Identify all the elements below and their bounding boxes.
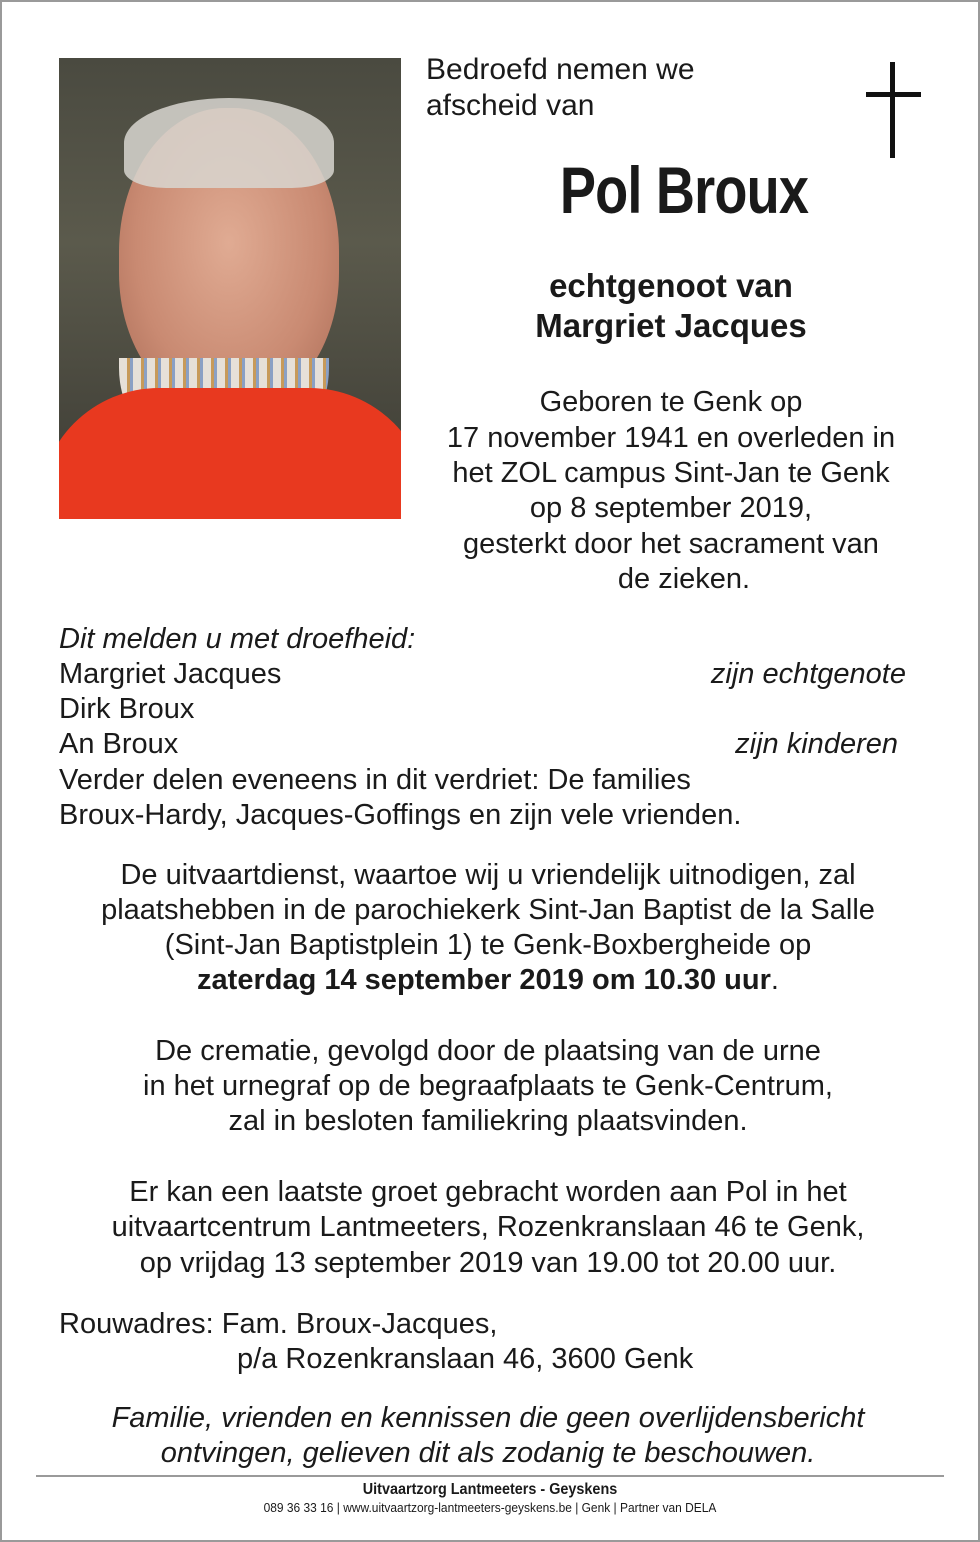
address-line: Rouwadres: Fam. Broux-Jacques, (59, 1308, 498, 1340)
service-date: zaterdag 14 september 2019 om 10.30 uur (197, 964, 771, 996)
cross-icon-bar (866, 92, 921, 97)
footer-contact: 089 36 33 16 | www.uitvaartzorg-lantmeeters-geyskens.be | Genk | Partner van DELA (263, 1500, 717, 1515)
portrait-photo (59, 58, 401, 519)
closing-line: Familie, vrienden en kennissen die geen overlijdensbericht (111, 1402, 865, 1434)
service-date-end: . (770, 964, 779, 996)
divider (36, 1475, 944, 1477)
spouse-name: Margriet Jacques (535, 307, 807, 344)
birth-line: op 8 september 2019, (529, 492, 813, 524)
intro-line: Bedroefd nemen we (426, 53, 695, 86)
cremation-line: in het urnegraf op de begraafplaats te Genk-Centrum, (143, 1070, 833, 1102)
family-member: Margriet Jacques (59, 658, 282, 690)
birth-line: gesterkt door het sacrament van (463, 528, 879, 560)
intro-line: afscheid van (426, 89, 595, 122)
cremation-line: De crematie, gevolgd door de plaatsing van de urne (155, 1035, 821, 1067)
service-date-line (197, 962, 779, 998)
farewell-line: op vrijdag 13 september 2019 van 19.00 tot 20.00 uur. (139, 1247, 837, 1279)
family-member: Dirk Broux (59, 693, 195, 725)
family-extra: Broux-Hardy, Jacques-Goffings en zijn vele vrienden. (59, 799, 742, 831)
service-line: De uitvaartdienst, waartoe wij u vriendelijk uitnodigen, zal (120, 859, 856, 891)
relation-label: zijn echtgenote (710, 658, 906, 690)
footer-company: Uitvaartzorg Lantmeeters - Geyskens (362, 1481, 618, 1498)
cross-icon (890, 62, 895, 158)
address-line: p/a Rozenkranslaan 46, 3600 Genk (237, 1343, 694, 1375)
spouse-line: echtgenoot van (549, 267, 793, 304)
farewell-line: Er kan een laatste groet gebracht worden aan Pol in het (129, 1176, 847, 1208)
farewell-line: uitvaartcentrum Lantmeeters, Rozenkranslaan 46 te Genk, (111, 1211, 865, 1243)
closing-line: ontvingen, gelieven dit als zodanig te beschouwen. (160, 1437, 816, 1469)
birth-line: 17 november 1941 en overleden in (446, 422, 896, 454)
family-extra: Verder delen eveneens in dit verdriet: De families (59, 764, 691, 796)
birth-line: Geboren te Genk op (539, 386, 803, 418)
relation-label: zijn kinderen (735, 728, 898, 760)
family-heading: Dit melden u met droefheid: (59, 623, 416, 655)
birth-line: het ZOL campus Sint-Jan te Genk (452, 457, 890, 489)
cremation-line: zal in besloten familiekring plaatsvinden. (228, 1105, 748, 1137)
birth-line: de zieken. (617, 563, 751, 595)
service-line: plaatshebben in de parochiekerk Sint-Jan Baptist de la Salle (101, 894, 875, 926)
deceased-name: Pol Broux (559, 153, 809, 227)
family-member: An Broux (59, 728, 179, 760)
service-line: (Sint-Jan Baptistplein 1) te Genk-Boxbergheide op (164, 929, 812, 961)
